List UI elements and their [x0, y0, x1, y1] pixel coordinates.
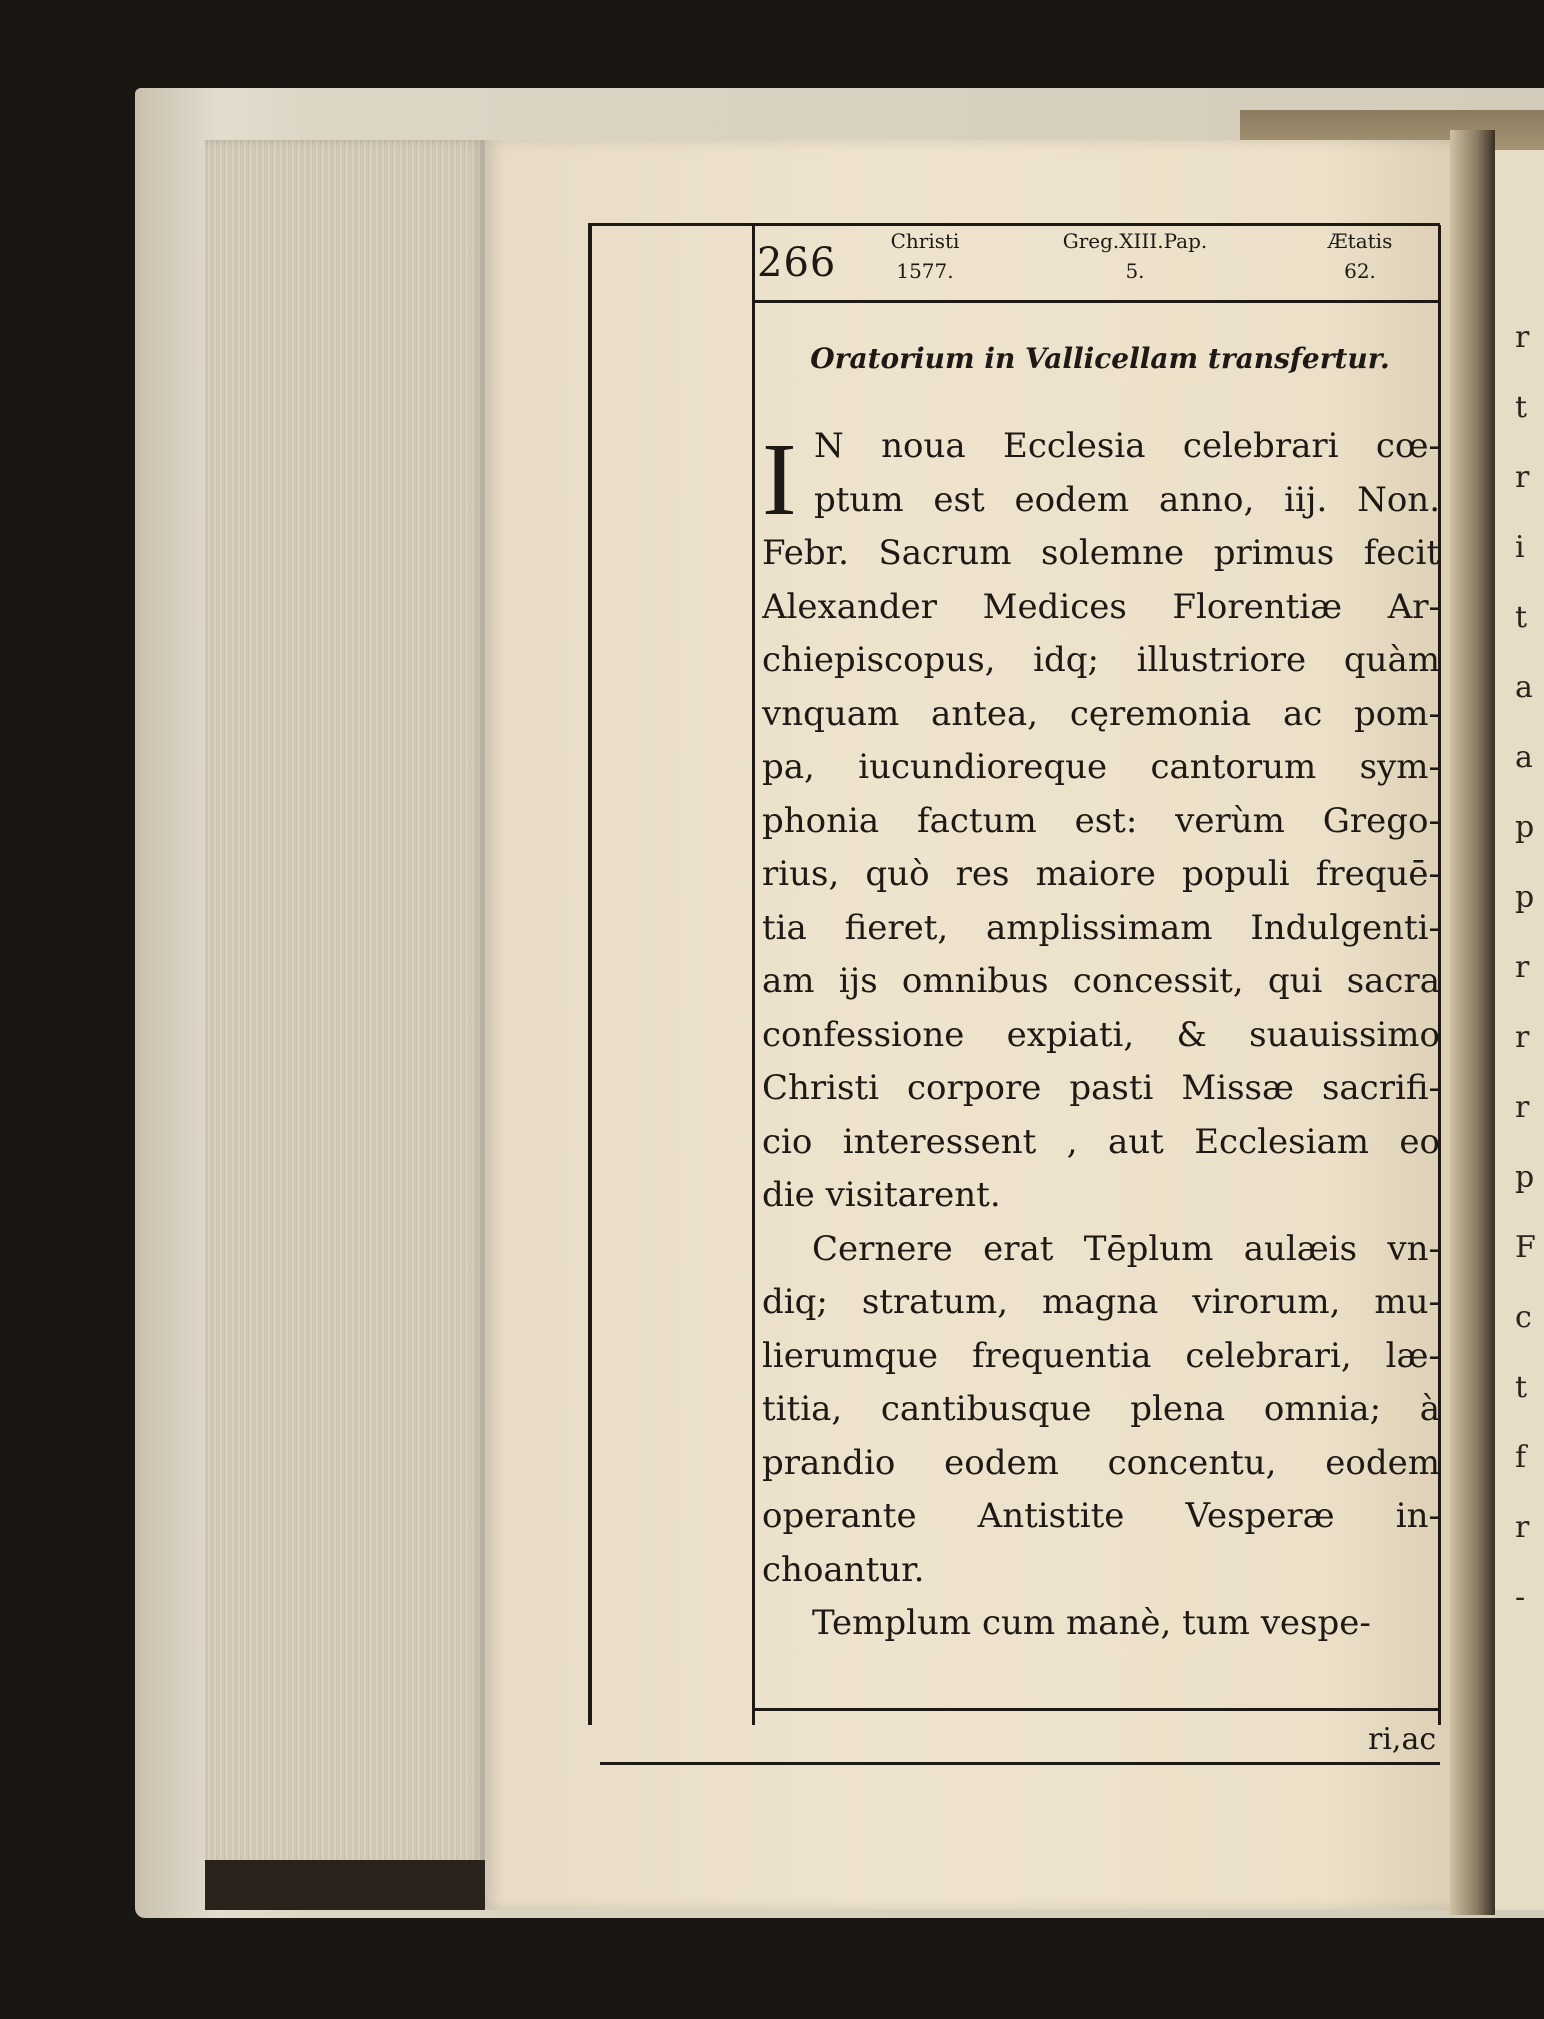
page-number: 266	[757, 240, 837, 286]
text-line: diq; stratum, magna virorum, mu-	[762, 1282, 1440, 1322]
header-christi	[860, 226, 990, 286]
text-line: Alexander Medices Florentiæ Ar-	[762, 586, 1440, 627]
facing-page-edge	[1495, 150, 1544, 1910]
text-bottom-rule	[755, 1708, 1440, 1711]
header-christi-label: Christi	[890, 229, 960, 253]
section-title: Oratorium in Vallicellam transfertur.	[810, 342, 1390, 375]
gutter	[1450, 130, 1495, 1915]
text-line: ptum est eodem anno, iij. Non.	[814, 479, 1440, 520]
text-line: N noua Ecclesia celebrari cœ-	[814, 426, 1440, 466]
text-line: Templum cum manè, tum vespe-	[812, 1603, 1371, 1643]
facing-page-letter: t	[1515, 1370, 1528, 1405]
facing-page-letter: p	[1515, 880, 1535, 915]
text-line: am ijs omnibus concessit, qui sacra	[762, 961, 1440, 1001]
header-aetatis-value: 62.	[1344, 259, 1376, 283]
facing-page-letter: r	[1515, 1090, 1530, 1125]
catchword: ri,ac	[1368, 1722, 1437, 1757]
text-line: titia, cantibusque plena omnia; à	[762, 1389, 1440, 1429]
text-line: prandio eodem concentu, eodem	[762, 1442, 1440, 1483]
text-line: lierumque frequentia celebrari, læ-	[762, 1335, 1440, 1376]
facing-page-letter: i	[1515, 530, 1525, 565]
facing-page-letter: a	[1515, 740, 1533, 775]
page-stack-edge	[205, 140, 485, 1885]
facing-page-letter: p	[1515, 1160, 1535, 1195]
header-aetatis	[1300, 226, 1420, 286]
facing-page-letter: r	[1515, 1510, 1530, 1545]
text-line: pa, iucundioreque cantorum sym-	[762, 747, 1440, 787]
header-aetatis-label: Ætatis	[1327, 229, 1393, 253]
text-line: Christi corpore pasti Missæ sacrifi-	[762, 1068, 1440, 1108]
drop-cap: I	[762, 422, 797, 537]
frame-inner-left-rule	[752, 225, 755, 1725]
body-text	[762, 420, 1440, 1651]
text-line: cio interessent , aut Ecclesiam eo	[762, 1121, 1440, 1162]
facing-page-letter: r	[1515, 1020, 1530, 1055]
facing-page-letter: r	[1515, 460, 1530, 495]
facing-page-letter: -	[1515, 1580, 1526, 1615]
facing-page-letter: c	[1515, 1300, 1532, 1335]
frame-bottom-rule	[600, 1762, 1440, 1765]
facing-page-letter: r	[1515, 950, 1530, 985]
text-line: rius, quò res maiore populi frequē-	[762, 854, 1440, 894]
text-line: tia fieret, amplissimam Indulgenti-	[762, 907, 1440, 948]
text-line: Febr. Sacrum solemne primus fecit	[762, 533, 1440, 573]
text-line: die visitarent.	[762, 1175, 1001, 1215]
text-line: Cernere erat Tēplum aulæis vn-	[812, 1228, 1440, 1269]
text-line: phonia factum est: verùm Grego-	[762, 800, 1440, 841]
header-pope-year: 5.	[1125, 259, 1145, 283]
facing-page-letter: F	[1515, 1230, 1536, 1265]
frame-left-rule	[588, 225, 592, 1725]
text-line: choantur.	[762, 1549, 925, 1590]
facing-page-letter: a	[1515, 670, 1533, 705]
header-pope	[1030, 226, 1240, 286]
header-bottom-rule	[752, 300, 1440, 303]
text-line: chiepiscopus, idq; illustriore quàm	[762, 640, 1440, 680]
page-stack-shadow	[205, 1860, 485, 1910]
text-line: confessione expiati, & suauissimo	[762, 1014, 1440, 1055]
facing-page-letter: r	[1515, 320, 1530, 355]
text-line: operante Antistite Vesperæ in-	[762, 1496, 1440, 1536]
header-christi-year: 1577.	[896, 259, 954, 283]
facing-page-letter: f	[1515, 1440, 1527, 1475]
facing-page-letter: t	[1515, 390, 1528, 425]
facing-page-letter: p	[1515, 810, 1535, 845]
header-pope-label: Greg.XIII.Pap.	[1062, 229, 1208, 253]
text-line: vnquam antea, cęremonia ac pom-	[762, 693, 1440, 734]
facing-page-letter: t	[1515, 600, 1528, 635]
